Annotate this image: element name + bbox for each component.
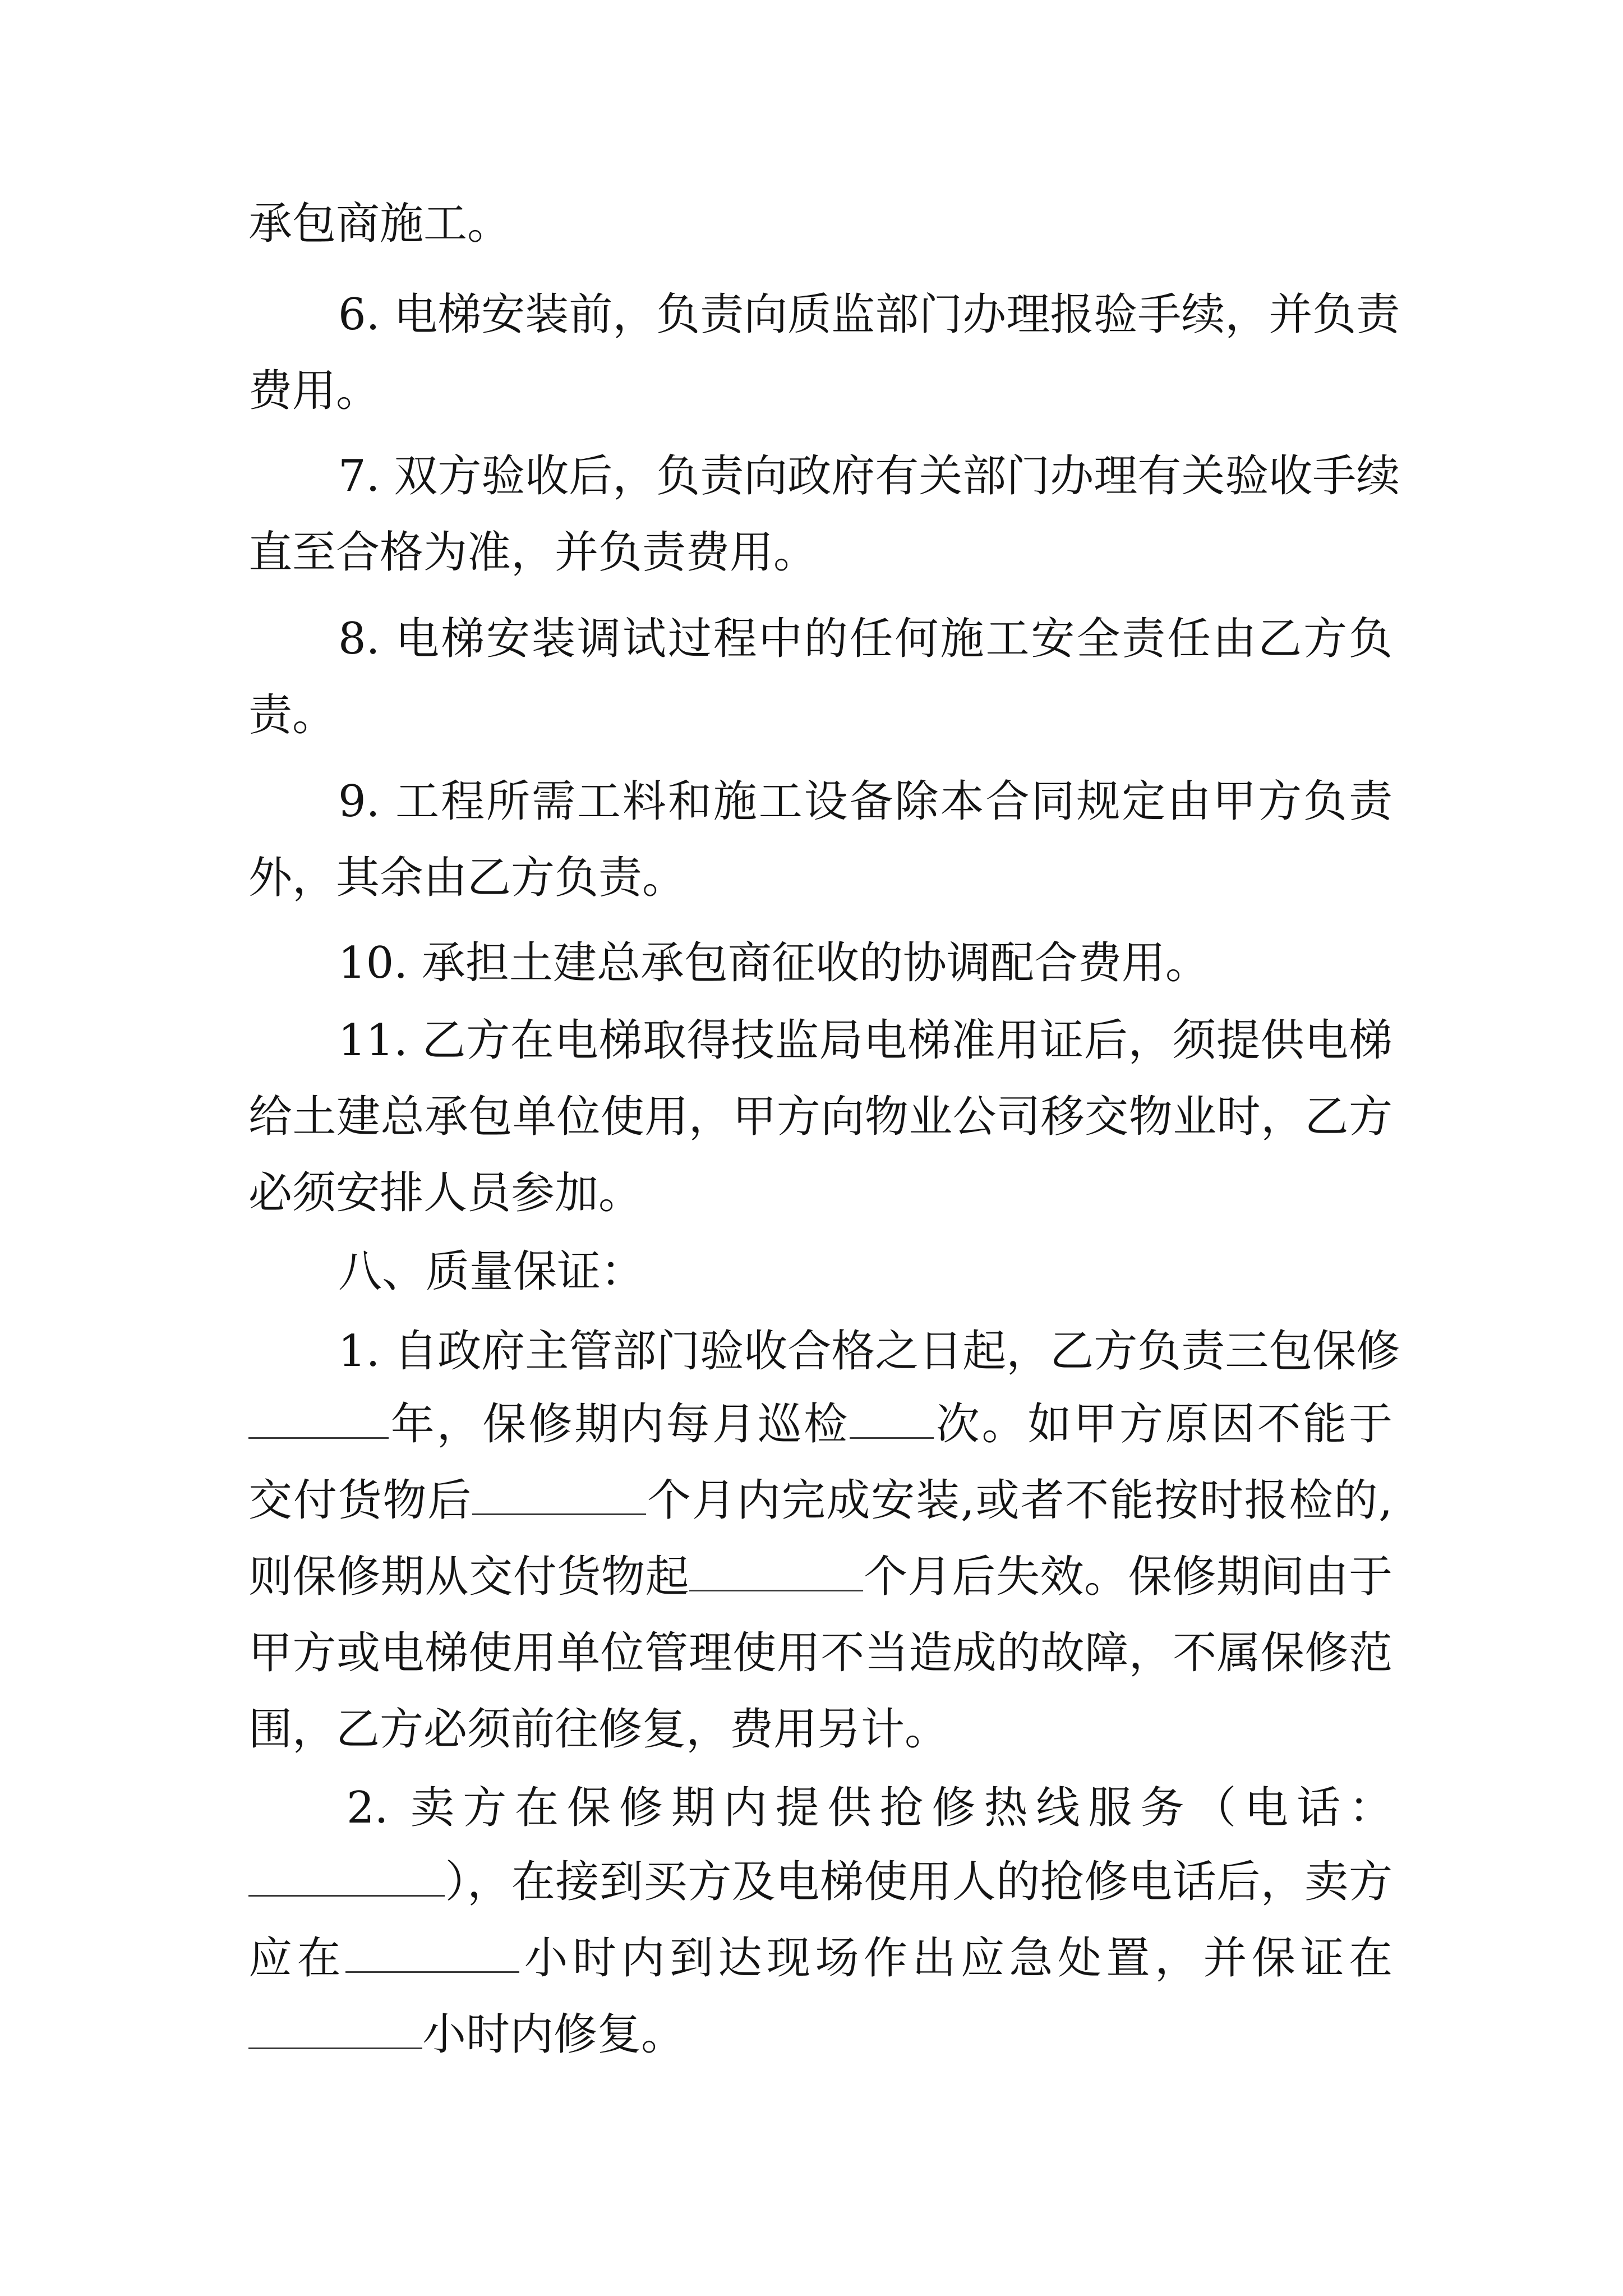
fill-blank[interactable] <box>248 1398 389 1439</box>
paragraph-line: 给土建总承包单位使用，甲方向物业公司移交物业时，乙方 <box>248 1092 1393 1142</box>
fill-blank[interactable] <box>345 1932 519 1973</box>
paragraph-line: 责。 <box>248 690 336 740</box>
paragraph-line: 11. 乙方在电梯取得技监局电梯准用证后，须提供电梯 <box>338 1015 1393 1066</box>
fill-blank[interactable] <box>689 1550 863 1591</box>
paragraph-line: 甲方或电梯使用单位管理使用不当造成的故障，不属保修范 <box>248 1628 1393 1678</box>
paragraph-line: 外，其余由乙方负责。 <box>248 853 686 903</box>
paragraph-line: 应在 小时内到达现场作出应急处置，并保证在 <box>248 1933 1393 1984</box>
paragraph-line: 承包商施工。 <box>248 199 511 249</box>
paragraph-line: 10. 承担土建总承包商征收的协调配合费用。 <box>338 938 1209 988</box>
paragraph-line: 交付货物后 个月内完成安装,或者不能按时报检的, <box>248 1475 1393 1526</box>
paragraph-line: ），在接到买方及电梯使用人的抢修电话后，卖方 <box>248 1851 1393 1913</box>
paragraph-line: 7. 双方验收后，负责向政府有关部门办理有关验收手续 <box>338 451 1400 501</box>
paragraph-line: 9. 工程所需工料和施工设备除本合同规定由甲方负责 <box>338 776 1393 827</box>
paragraph-line: 直至合格为准，并负责费用。 <box>248 527 818 578</box>
paragraph-line: 6. 电梯安装前，负责向质监部门办理报验手续，并负责 <box>338 289 1400 340</box>
paragraph-line: 1. 自政府主管部门验收合格之日起，乙方负责三包保修 <box>338 1326 1400 1377</box>
paragraph-line: 费用。 <box>248 366 380 416</box>
paragraph-line: 8. 电梯安装调试过程中的任何施工安全责任由乙方负 <box>338 614 1393 664</box>
fill-blank[interactable] <box>248 2008 422 2049</box>
section-heading: 八、质量保证： <box>338 1246 645 1297</box>
document-page <box>248 0 1400 2296</box>
fill-blank[interactable] <box>248 1856 445 1897</box>
paragraph-line: 则保修期从交付货物起 个月后失效。保修期间由于 <box>248 1552 1393 1602</box>
paragraph-line: 2. 卖方在保修期内提供抢修热线服务（电话： <box>347 1783 1393 1833</box>
paragraph-line: 年，保修期内每月巡检 次。如甲方原因不能于 <box>248 1393 1393 1455</box>
fill-blank[interactable] <box>472 1474 646 1515</box>
fill-blank[interactable] <box>850 1398 934 1439</box>
paragraph-line: 围，乙方必须前往修复，费用另计。 <box>248 1704 949 1755</box>
paragraph-line: 必须安排人员参加。 <box>248 1168 643 1218</box>
paragraph-line: 小时内修复。 <box>248 2004 685 2065</box>
